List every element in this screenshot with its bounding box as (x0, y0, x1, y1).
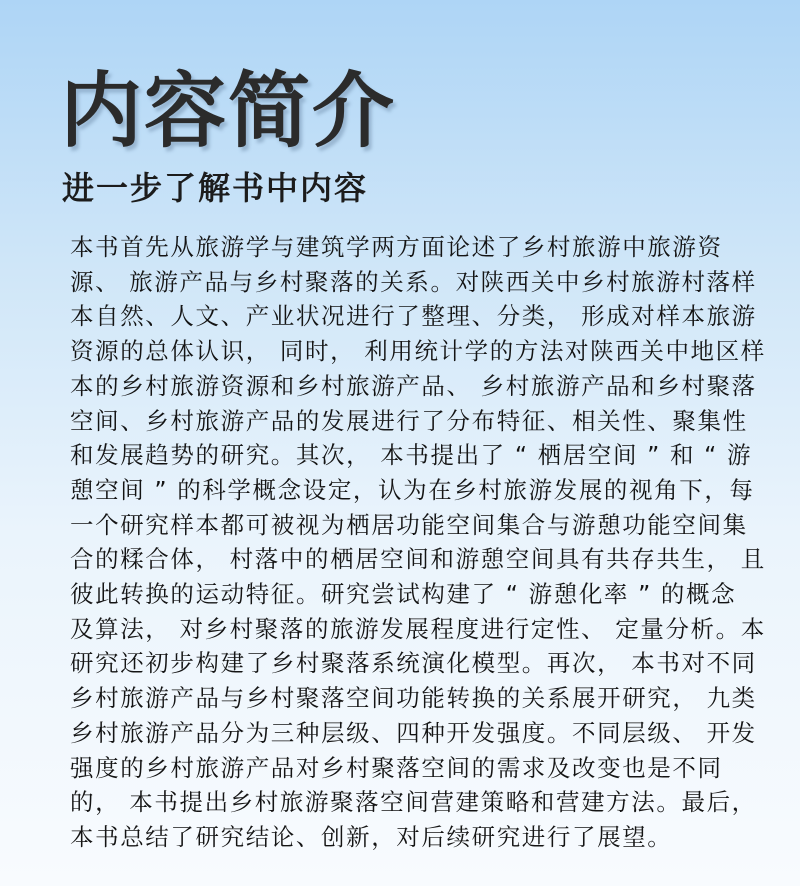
description-line: 资源的总体认识， 同时， 利用统计学的方法对陕西关中地区样 (70, 337, 766, 366)
description-line: 的， 本书提出乡村旅游聚落空间营建策略和营建方法。最后， (70, 788, 757, 817)
description-line: 和发展趋势的研究。其次， 本书提出了 “ 栖居空间 ” 和 “ 游 (70, 441, 753, 470)
description-line: 本书总结了研究结论、创新，对后续研究进行了展望。 (70, 822, 673, 851)
description-line: 乡村旅游产品分为三种层级、四种开发强度。不同层级、 开发 (70, 718, 757, 747)
description-line: 源、 旅游产品与乡村聚落的关系。对陕西关中乡村旅游村落样 (70, 267, 757, 296)
description-line: 空间、乡村旅游产品的发展进行了分布特征、相关性、聚集性 (70, 406, 748, 435)
description-line: 本的乡村旅游资源和乡村旅游产品、 乡村旅游产品和乡村聚落 (70, 371, 757, 400)
description-line: 合的糅合体， 村落中的栖居空间和游憩空间具有共存共生， 且 (70, 545, 766, 574)
description-line: 憩空间 ” 的科学概念设定，认为在乡村旅游发展的视角下，每 (70, 475, 755, 504)
book-description (70, 230, 766, 855)
description-line: 乡村旅游产品与乡村聚落空间功能转换的关系展开研究， 九类 (70, 684, 757, 713)
description-line: 本自然、人文、产业状况进行了整理、分类， 形成对样本旅游 (70, 302, 757, 331)
page-title: 内容简介 (60, 64, 397, 159)
description-line: 强度的乡村旅游产品对乡村聚落空间的需求及改变也是不同 (70, 753, 723, 782)
description-line: 研究还初步构建了乡村聚落系统演化模型。再次， 本书对不同 (70, 649, 757, 678)
description-line: 彼此转换的运动特征。研究尝试构建了 “ 游憩化率 ” 的概念 (70, 580, 737, 609)
page-subtitle: 进一步了解书中内容 (62, 169, 369, 207)
description-line: 一个研究样本都可被视为栖居功能空间集合与游憩功能空间集 (70, 510, 748, 539)
description-line: 及算法， 对乡村聚落的旅游发展程度进行定性、 定量分析。本 (70, 614, 766, 643)
description-line: 本书首先从旅游学与建筑学两方面论述了乡村旅游中旅游资 (70, 233, 723, 261)
